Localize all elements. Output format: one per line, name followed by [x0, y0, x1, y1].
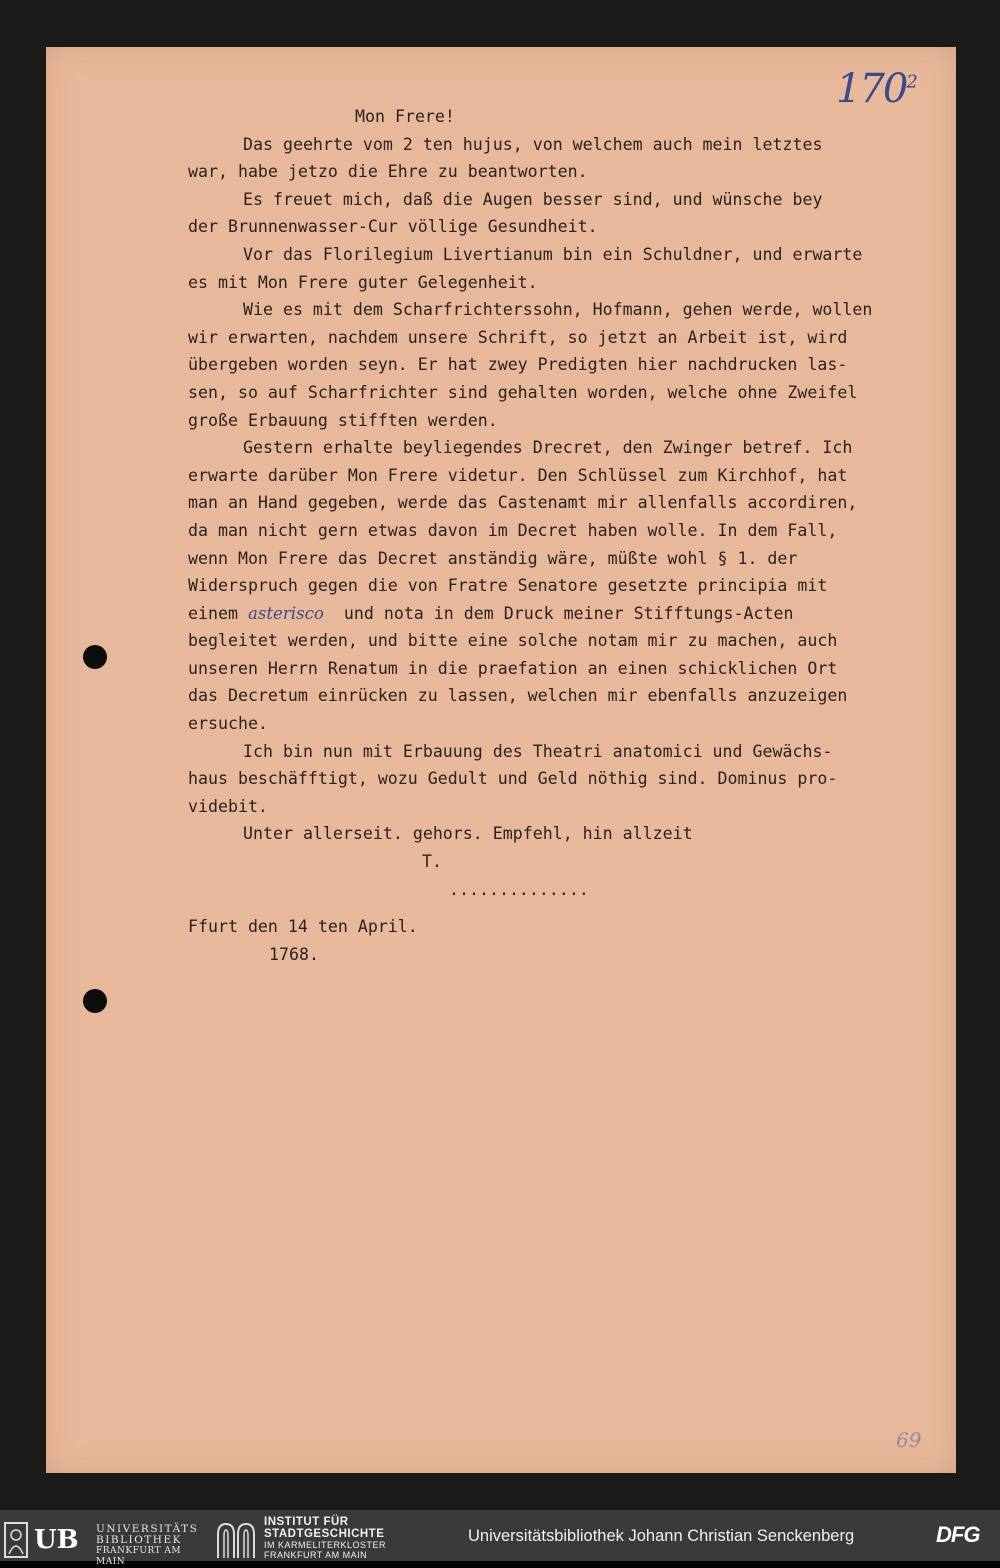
letter-line: es mit Mon Frere guter Gelegenheit. — [188, 272, 538, 292]
letter-line: Ffurt den 14 ten April. — [188, 917, 418, 937]
letter-line: große Erbauung stifften werden. — [188, 410, 498, 430]
letter-line: .............. — [449, 879, 589, 899]
handwritten-insertion: asterisco — [247, 603, 324, 623]
letter-line: war, habe jetzo die Ehre zu beantworten. — [188, 162, 588, 182]
letter-line: Das geehrte vom 2 ten hujus, von welchem auch mein letztes — [243, 134, 823, 154]
letter-line: ersuche. — [188, 714, 268, 734]
typed-text: und nota in dem Druck meiner Stifftungs-Acten — [323, 603, 794, 623]
portrait-icon — [4, 1522, 28, 1558]
letter-line: wir erwarten, nachdem unsere Schrift, so jetzt an Arbeit ist, wird — [188, 327, 848, 347]
ub-text — [96, 1524, 204, 1568]
letter-line: begleitet werden, und bitte eine solche notam mir zu machen, auch — [188, 631, 838, 651]
letter-line: da man nicht gern etwas davon im Decret haben wolle. In dem Fall, — [188, 520, 838, 540]
institute-line: FRANKFURT AM MAIN — [264, 1550, 368, 1560]
university-library-logo[interactable] — [4, 1522, 204, 1567]
letter-line: übergeben worden seyn. Er hat zwey Predigten hier nachdrucken las- — [188, 355, 848, 375]
letter-line: Gestern erhalte beyliegendes Drecret, den Zwinger betref. Ich — [243, 438, 853, 458]
letter-line: Mon Frere! — [355, 107, 455, 126]
institute-logo-icon[interactable] — [214, 1520, 258, 1560]
letter-line: videbit. — [188, 796, 268, 816]
letter-line: wenn Mon Frere das Decret anständig wäre, müßte wohl § 1. der — [188, 548, 798, 568]
ub-line: BIBLIOTHEK — [96, 1534, 182, 1546]
institute-text[interactable] — [264, 1516, 386, 1560]
letter-line: Unter allerseit. gehors. Empfehl, hin allzeit — [243, 824, 693, 844]
line-gap — [188, 903, 948, 913]
letter-line: das Decretum einrücken zu lassen, welchen mir ebenfalls anzuzeigen — [188, 686, 848, 706]
letter-line: Ich bin nun mit Erbauung des Theatri anatomici und Gewächs- — [243, 741, 833, 761]
letter-line: der Brunnenwasser-Cur völlige Gesundheit. — [188, 217, 598, 237]
punch-hole — [83, 645, 107, 669]
letter-line: Widerspruch gegen die von Fratre Senatore gesetzte principia mit — [188, 576, 828, 596]
folio-number: $170^2$ — [836, 66, 916, 112]
ub-line: FRANKFURT AM MAIN — [96, 1546, 182, 1567]
letter-line: erwarte darüber Mon Frere videtur. Den Schlüssel zum Kirchhof, hat — [188, 465, 848, 485]
letter-line: haus beschäfftigt, wozu Gedult und Geld nöthig sind. Dominus pro- — [188, 769, 838, 789]
letter-line: 1768. — [269, 944, 319, 964]
letter-text — [188, 103, 948, 968]
letter-line: Vor das Florilegium Livertianum bin ein Schuldner, und erwarte — [243, 244, 863, 264]
letter-line: Es freuet mich, daß die Augen besser sind, und wünsche bey — [243, 189, 823, 209]
library-title[interactable]: Universitätsbibliothek Johann Christian Senckenberg — [468, 1527, 855, 1545]
letter-line: man an Hand gegeben, werde das Castenamt mir allenfalls accordiren, — [188, 493, 858, 513]
ub-letters: UB — [34, 1525, 79, 1555]
ub-line: UNIVERSITÄTS — [96, 1523, 199, 1535]
page-number: 69 — [896, 1428, 922, 1452]
institute-line: INSTITUT FÜR — [264, 1516, 349, 1528]
letter-line: unseren Herrn Renatum in die praefation an einen schicklichen Ort — [188, 658, 838, 678]
letter-line: T. — [422, 852, 442, 872]
punch-hole — [83, 989, 107, 1013]
dfg-logo[interactable]: DFG — [936, 1522, 980, 1547]
letter-line: sen, so auf Scharfrichter sind gehalten worden, welche ohne Zweifel — [188, 382, 858, 402]
letter-line — [188, 600, 948, 628]
letter-line: Wie es mit dem Scharfrichterssohn, Hofmann, gehen werde, wollen — [243, 300, 873, 320]
footer-bar — [0, 1510, 1000, 1567]
institute-line: STADTGESCHICHTE — [264, 1528, 385, 1540]
typed-text: einem — [188, 603, 248, 623]
institute-line: IM KARMELITERKLOSTER — [264, 1540, 387, 1550]
